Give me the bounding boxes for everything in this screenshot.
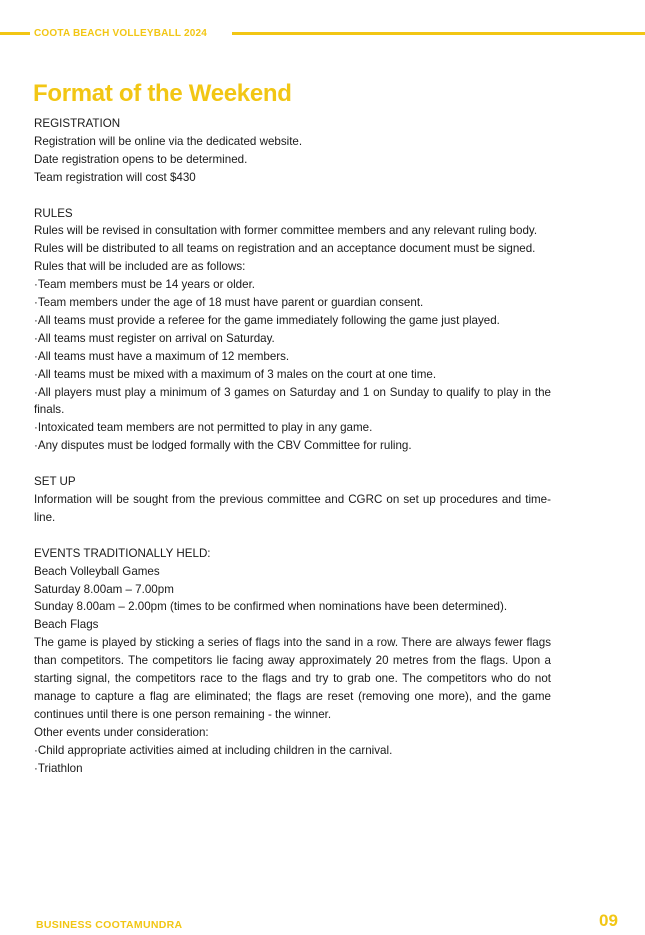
page-title: Format of the Weekend bbox=[33, 80, 292, 107]
rule-item: ·All teams must provide a referee for the game immediately following the game just played. bbox=[34, 313, 500, 327]
sunday-times: Sunday 8.00am – 2.00pm (times to be confirmed when nominations have been determined). bbox=[34, 600, 508, 614]
rules-paragraph: Rules will be distributed to all teams on registration and an acceptance document must be signed. bbox=[34, 242, 536, 256]
flags-title: Beach Flags bbox=[34, 618, 99, 632]
rule-item: ·Any disputes must be lodged formally with the CBV Committee for ruling. bbox=[34, 439, 412, 453]
spacer bbox=[34, 455, 551, 473]
setup-text: Information will be sought from the previous committee and CGRC on set up procedures and time-line. bbox=[34, 493, 551, 524]
registration-line: Team registration will cost $430 bbox=[34, 170, 196, 184]
header-bar bbox=[0, 28, 645, 40]
rule-item: ·All players must play a minimum of 3 games on Saturday and 1 on Sunday to qualify to play in the finals. bbox=[34, 385, 551, 417]
rule-item: ·All teams must register on arrival on Saturday. bbox=[34, 331, 275, 345]
rule-item: ·Team members must be 14 years or older. bbox=[34, 278, 256, 292]
registration-line: Date registration opens to be determined. bbox=[34, 152, 248, 166]
setup-heading: SET UP bbox=[34, 475, 76, 489]
rule-item: ·Team members under the age of 18 must have parent or guardian consent. bbox=[34, 296, 424, 310]
other-event-item: ·Triathlon bbox=[34, 761, 83, 775]
volleyball-title: Beach Volleyball Games bbox=[34, 564, 160, 578]
rules-intro: Rules that will be included are as follows: bbox=[34, 260, 246, 274]
header-rule-right bbox=[232, 32, 645, 35]
header-title: COOTA BEACH VOLLEYBALL 2024 bbox=[34, 28, 208, 39]
other-event-item: ·Child appropriate activities aimed at including children in the carnival. bbox=[34, 743, 393, 757]
flags-description: The game is played by sticking a series of flags into the sand in a row. There are always fewer flags than competitors. The competitors lie facing away approximately 20 metres from the flags. Upon a starting signal, the competitors race to the flags and try to grab one. The competitors who do not manage to capture a flag are eliminated; the flags are reset (removing one more), and the game continues until there is one person remaining - the winner. bbox=[34, 636, 551, 721]
header-rule-left bbox=[0, 32, 30, 35]
saturday-times: Saturday 8.00am – 7.00pm bbox=[34, 582, 174, 596]
rules-paragraph: Rules will be revised in consultation with former committee members and any relevant ruling body. bbox=[34, 224, 538, 238]
rule-item: ·Intoxicated team members are not permitted to play in any game. bbox=[34, 421, 373, 435]
registration-heading: REGISTRATION bbox=[34, 117, 121, 130]
rule-item: ·All teams must be mixed with a maximum of 3 males on the court at one time. bbox=[34, 367, 437, 381]
registration-line: Registration will be online via the dedicated website. bbox=[34, 134, 303, 148]
other-events-heading: Other events under consideration: bbox=[34, 725, 209, 739]
footer-label: BUSINESS COOTAMUNDRA bbox=[36, 919, 183, 931]
spacer bbox=[34, 187, 551, 205]
rule-item: ·All teams must have a maximum of 12 members. bbox=[34, 349, 290, 363]
rules-heading: RULES bbox=[34, 206, 73, 220]
spacer bbox=[34, 527, 551, 545]
events-heading: EVENTS TRADITIONALLY HELD: bbox=[34, 546, 211, 560]
page-number: 09 bbox=[599, 911, 618, 930]
body-content bbox=[34, 115, 551, 777]
